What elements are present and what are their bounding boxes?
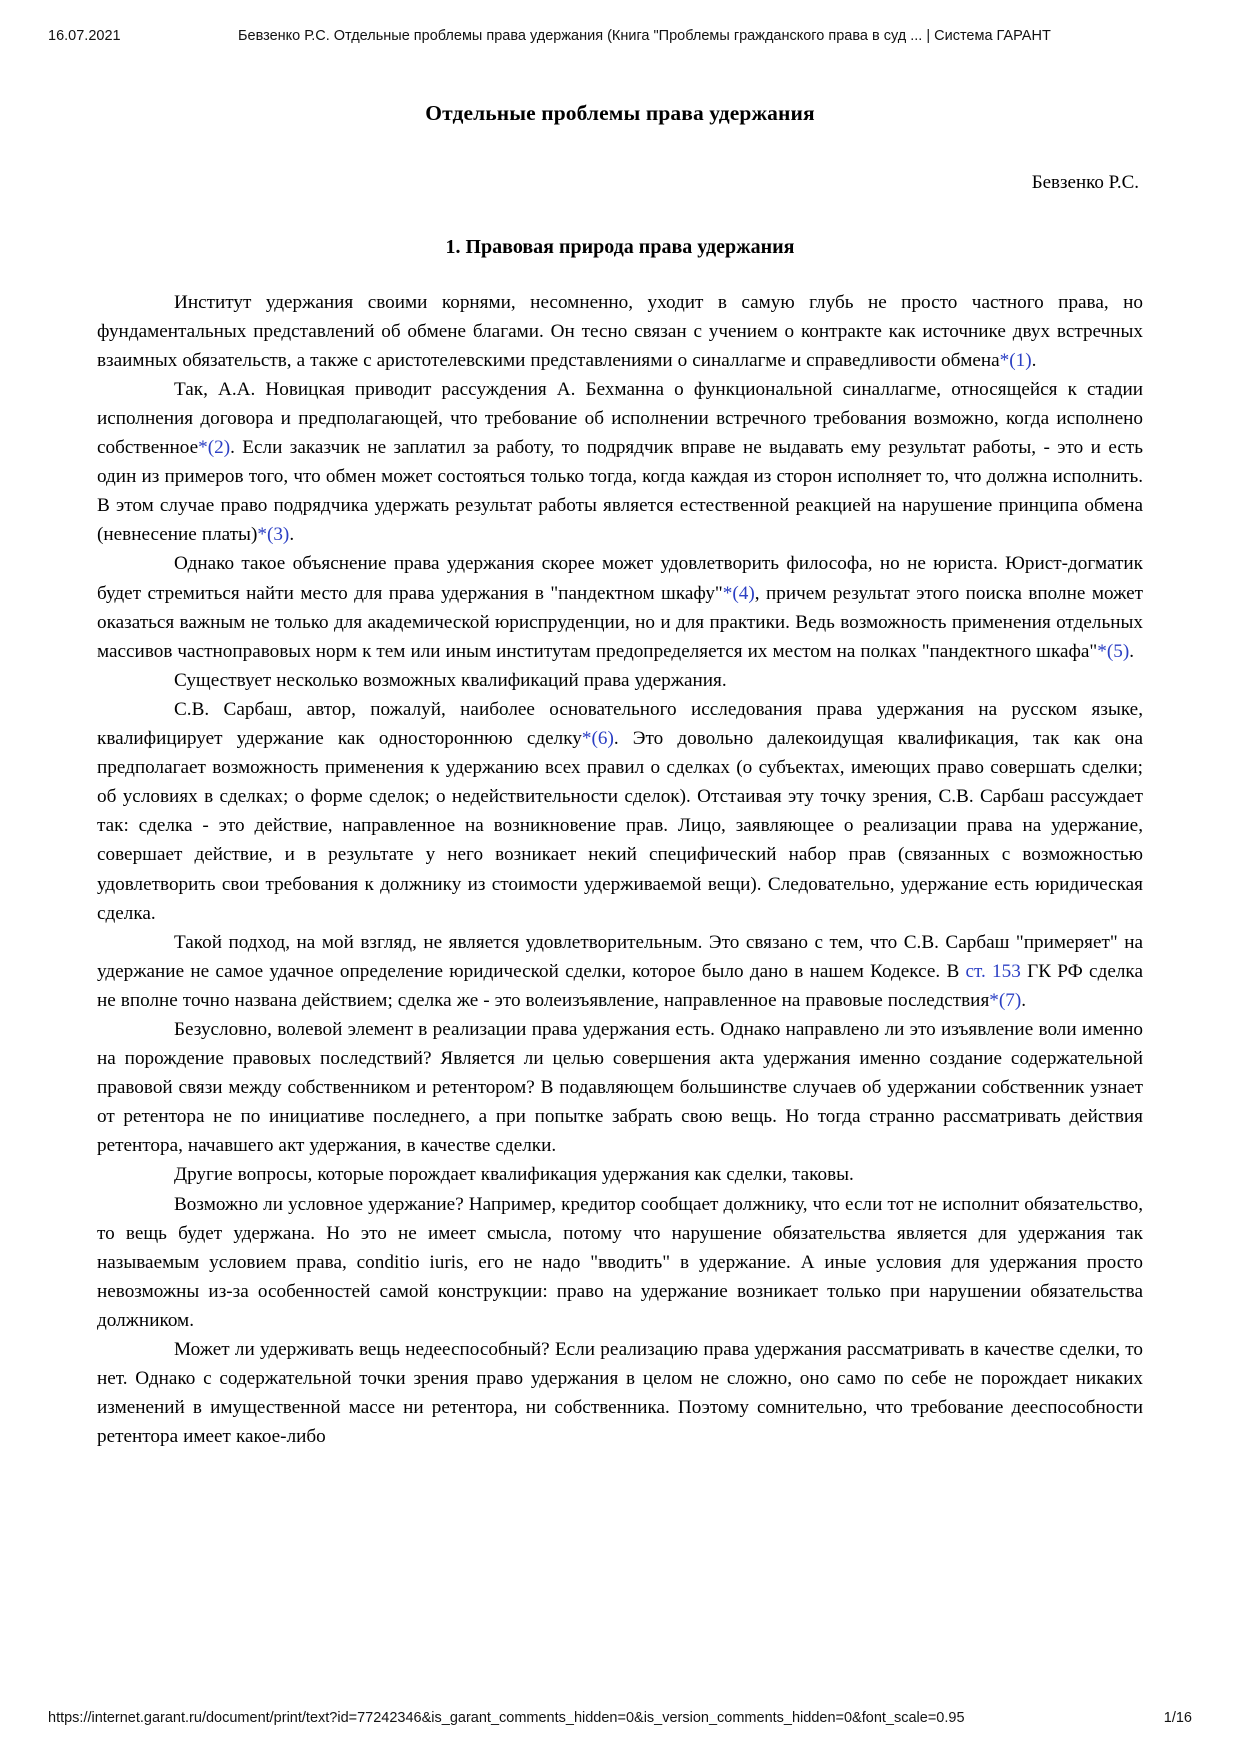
body-paragraph [97,1190,1143,1335]
paragraph-text-run: . [289,524,295,546]
header-date: 16.07.2021 [48,28,121,44]
body-paragraph [97,666,1143,695]
paragraph-text-run: . Если заказчик не заплатил за работу, то подрядчик вправе не выдавать ему результат работы, - это и есть один из примеров того, что обмен может состояться только тогда, когда каждая из сторон исполняет то, что должна исполнить. В этом случае право подрядчика удержать результат работы является естественной реакцией на нарушение принципа обмена (невнесение платы) [97,437,1143,546]
paragraph-text-run: , причем результат этого поиска вполне может оказаться важным не только для академической юриспруденции, но и для практики. Ведь возможность применения отдельных массивов частноправовых норм к тем или иным институтам предопределяется их местом на полках "пандектного шкафа" [97,582,1143,662]
paragraph-text-run: . [1031,349,1037,371]
paragraph-text-run: Существует несколько возможных квалификаций права удержания. [174,669,727,691]
body-paragraph [97,695,1143,928]
paragraph-text-run: ГК РФ сделка не вполне точно названа действием; сделка же - это волеизъявление, направленное на правовые последствия [97,960,1143,1011]
paragraph-text-run: . [1129,640,1135,662]
paragraph-text-run: Институт удержания своими корнями, несомненно, уходит в самую глубь не просто частного права, но фундаментальных представлений об обмене благами. Он тесно связан с учением о контракте как источнике двух встречных взаимных обязательств, а также с аристотелевскими представлениями о синаллагме и справедливости обмена [97,291,1143,371]
page-running-header [48,28,1192,50]
page-title: Отдельные проблемы права удержания [425,101,815,125]
footnote-reference-link[interactable]: *(7) [989,989,1022,1011]
footer-page-number: 1/16 [1163,1710,1192,1726]
footer-source-url: https://internet.garant.ru/document/print/text?id=77242346&is_garant_comments_hidden=0&is_version_comments_hidden=0&font_scale=0.95 [48,1710,965,1726]
paragraph-text-run: Так, А.А. Новицкая приводит рассуждения А. Бехманна о функциональной синаллагме, относящейся к стадии исполнения договора и предполагающей, что требование об исполнении встречного требования возможно, когда исполнено собственное [97,378,1143,459]
footnote-reference-link[interactable]: ст. 153 [965,960,1021,982]
body-paragraph [97,375,1143,550]
paragraph-text-run: С.В. Сарбаш, автор, пожалуй, наиболее основательного исследования права удержания на русском языке, квалифицирует удержание как одностороннюю сделку [97,698,1143,750]
body-paragraph [97,549,1143,665]
page-running-footer [48,1710,1192,1726]
footnote-reference-link[interactable]: *(3) [257,524,290,546]
footnote-reference-link[interactable]: *(2) [198,437,231,459]
body-paragraph [97,928,1143,1015]
footnote-reference-link[interactable]: *(6) [581,728,614,750]
paragraph-text-run: . [1021,989,1027,1011]
body-paragraph [97,1160,1143,1189]
paragraph-text-run: Возможно ли условное удержание? Например, кредитор сообщает должнику, что если тот не исполнит обязательство, то вещь будет удержана. Но это не имеет смысла, потому что нарушение обязательства является для удержания так называемым условием права, conditio iuris, его не надо "вводить" в удержание. А иные условия для удержания просто невозможны из-за особенностей самой конструкции: право на удержание возникает только при нарушении обязательства должником. [97,1193,1143,1331]
section-heading-1: 1. Правовая природа права удержания [445,235,795,258]
document-body [97,100,1143,1451]
body-paragraphs [97,288,1143,1452]
footnote-reference-link[interactable]: *(4) [722,582,755,604]
footnote-reference-link[interactable]: *(1) [999,349,1032,371]
paragraph-text-run: Безусловно, волевой элемент в реализации права удержания есть. Однако направлено ли это изъявление воли именно на порождение правовых последствий? Является ли целью совершения акта удержания именно создание содержательной правовой связи между собственником и ретентором? В подавляющем большинстве случаев об удержании собственник узнает от ретентора не по инициативе последнего, а при попытке забрать свою вещь. Но тогда странно рассматривать действия ретентора, начавшего акт удержания, в качестве сделки. [97,1018,1143,1157]
footnote-reference-link[interactable]: *(5) [1097,640,1130,662]
body-paragraph [97,1015,1143,1160]
paragraph-text-run: . Это довольно далекоидущая квалификация, так как она предполагает возможность применения к удержанию всех правил о сделках (о субъектах, имеющих право совершать сделки; об условиях в сделках; о форме сделок; о недействительности сделок). Отстаивая эту точку зрения, С.В. Сарбаш рассуждает так: сделка - это действие, направленное на возникновение прав. Лицо, заявляющее о реализации права на удержание, совершает действие, и в результате у него возникает некий специфический набор прав (связанных с возможностью удовлетворить свои требования к должнику из стоимости удерживаемой вещи). Следовательно, удержание есть юридическая сделка. [97,728,1143,924]
body-paragraph [97,1335,1143,1451]
paragraph-text-run: Такой подход, на мой взгляд, не является удовлетворительным. Это связано с тем, что С.В. Сарбаш "примеряет" на удержание не самое удачное определение юридической сделки, которое было дано в нашем Кодексе. В [97,931,1143,982]
body-paragraph [97,288,1143,375]
header-document-title: Бевзенко Р.С. Отдельные проблемы права удержания (Книга "Проблемы гражданского права в суд ... | Система ГАРАНТ [238,28,1051,44]
paragraph-text-run: Может ли удерживать вещь недееспособный? Если реализацию права удержания рассматривать в качестве сделки, то нет. Однако с содержательной точки зрения право удержания в целом не сложно, оно само по себе не порождает никаких изменений в имущественной массе ни ретентора, ни собственника. Поэтому сомнительно, что требование дееспособности ретентора имеет какое-либо [97,1339,1143,1448]
document-author: Бевзенко Р.С. [1031,171,1139,193]
paragraph-text-run: Однако такое объяснение права удержания скорее может удовлетворить философа, но не юриста. Юрист-догматик будет стремиться найти место для права удержания в "пандектном шкафу" [97,553,1143,604]
paragraph-text-run: Другие вопросы, которые порождает квалификация удержания как сделки, таковы. [174,1164,854,1186]
